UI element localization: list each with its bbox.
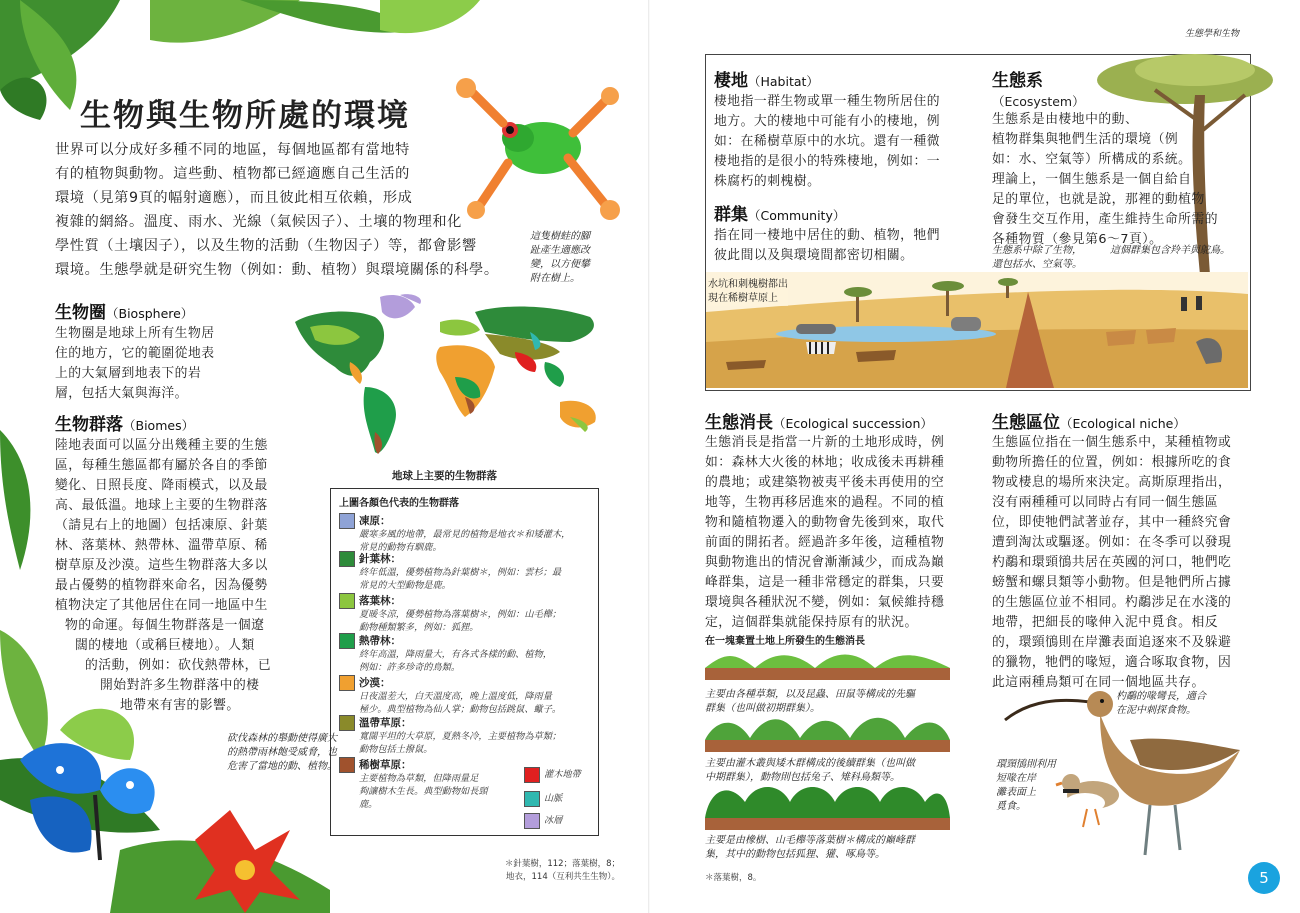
legend-swatch	[339, 593, 355, 609]
footnote-line: 地衣，114（互利共生生物）。	[506, 872, 620, 882]
text-line: 植物決定了其他居住在同一地區中生	[55, 598, 268, 613]
legend-title: 上圖各顏色代表的生物群落	[339, 498, 459, 509]
heading-en: （Biomes）	[123, 418, 195, 433]
text-line: 此這兩種鳥類可在同一個地區共存。	[992, 675, 1205, 690]
legend-item-tropical	[339, 633, 594, 674]
text-line: 沒有兩種種可以同時占有同一個生態區	[992, 495, 1219, 510]
legend-swatch	[339, 551, 355, 567]
caption-line: 危害了當地的動、植物。	[227, 761, 337, 772]
text-line: 地方。大的棲地中可能有小的棲地，例	[714, 114, 941, 129]
text-line: 的生態區位並不相同。杓鷸涉足在水淺的	[992, 595, 1232, 610]
succession-stage-pioneer	[705, 642, 950, 682]
ecosystem-text	[992, 110, 1242, 250]
legend-item-coniferous	[339, 551, 594, 592]
text-line: 足的單位，也就是說，那裡的動植物	[992, 192, 1205, 207]
text-line: 如：水、空氣等）所構成的系統。	[992, 152, 1192, 167]
heading-text: 生物圈	[55, 303, 106, 323]
savanna-caption	[708, 278, 788, 306]
text-line: 環境與各種狀況不變，例如：氣候維持穩	[705, 595, 945, 610]
text-line: 如：在稀樹草原中的水坑。還有一種微	[714, 134, 941, 149]
curlew-caption	[1116, 690, 1206, 718]
caption-line: 變，以方便攀	[530, 259, 590, 270]
text-line: 林、落葉林、熱帶林、溫帶草原、稀	[55, 538, 268, 553]
text-line: 最占優勢的植物群來命名，因為優勢	[55, 578, 268, 593]
caption-line: 這隻樹蛙的腳	[530, 231, 590, 242]
text-line: 的農地；或建築物被夷平後未再使用的空	[705, 475, 945, 490]
heading-en: （Ecological niche）	[1060, 416, 1186, 431]
text-line: 杓鷸和環頸鴴共居在英國的河口，牠們吃	[992, 555, 1232, 570]
heading-text: 生態區位	[992, 413, 1060, 433]
legend-desc: 主要植物為草類，但降雨量足	[359, 773, 479, 784]
text-line: 的，環頸鴴則在岸灘表面追逐來不及躲避	[992, 635, 1232, 650]
intro-line: 複雜的網絡。溫度、雨水、光線（氣候因子）、土壤的物理和化	[55, 214, 462, 230]
text-line: 各種物質（參見第6～7頁）。	[992, 232, 1163, 247]
text-line: 變化、日照長度、降雨模式，以及最	[55, 478, 268, 493]
niche-heading	[992, 408, 1186, 433]
text-line: 地等，生物再移居進來的過程。不同的植	[705, 495, 945, 510]
text-line: 峰群集，這是一種非常穩定的群集，只要	[705, 575, 945, 590]
legend-swatch	[339, 675, 355, 691]
text-line: 前面的開拓者。經過許多年後，這種植物	[705, 535, 945, 550]
heading-text: 生態消長	[705, 413, 773, 433]
biosphere-text	[55, 324, 295, 404]
text-line: 上的大氣層到地表下的岩	[55, 366, 202, 381]
community-heading	[714, 200, 845, 225]
caption-line: 現在稀樹草原上	[708, 293, 778, 304]
frog-caption	[530, 230, 610, 286]
legend-extra-label: 冰層	[544, 815, 563, 826]
text-line: 陸地表面可以區分出幾種主要的生態	[55, 438, 268, 453]
ecosystem-caption	[992, 244, 1112, 272]
legend-desc: 例如：許多珍奇的鳥類。	[359, 662, 461, 673]
text-line: 地帶來有害的影響。	[120, 698, 240, 713]
text-line: 樹草原及沙漠。這些生物群落大多以	[55, 558, 268, 573]
text-line: 開始對許多生物群落中的棲	[100, 678, 260, 693]
community-text	[714, 226, 974, 266]
caption-line: 杓鷸的喙彎長，適合	[1116, 691, 1206, 702]
text-line: 如：森林大火後的林地；收成後未再耕種	[705, 455, 945, 470]
text-line: 生態系是由棲地中的動、	[992, 112, 1139, 127]
succession-text	[705, 433, 980, 633]
legend-extra-label: 灌木地帶	[544, 769, 581, 780]
ecosystem-heading-en: （Ecosystem）	[992, 94, 1085, 109]
legend-name: 沙漠：	[359, 677, 391, 689]
caption-line: 主要是由橡樹、山毛櫸等落葉樹＊構成的巔峰群	[705, 835, 915, 846]
caption-line: 主要由灌木叢與矮木群構成的後續群集（也叫做	[705, 758, 915, 769]
legend-name: 針葉林：	[359, 553, 401, 565]
text-line: 生態消長是指當一片新的土地形成時，例	[705, 435, 945, 450]
legend-swatch	[339, 757, 355, 773]
text-line: 彼此間以及與環境間都密切相關。	[714, 248, 914, 263]
intro-line: 環境（見第9頁的幅射適應），而且彼此相互依賴，形成	[55, 190, 413, 206]
legend-desc: 夏暖冬涼，優勢植物為落葉樹＊，例如：山毛櫸；	[359, 609, 562, 620]
legend-item-savanna	[339, 757, 524, 811]
caption-line: 集，其中的動物包括狐狸、獾、啄鳥等。	[705, 849, 885, 860]
text-line: 棲地指的是很小的特殊棲地，例如：一	[714, 154, 941, 169]
legend-desc: 終年高溫，降雨量大，有各式各樣的動、植物，	[359, 649, 552, 660]
succession-heading	[705, 408, 933, 433]
legend-swatch-extra	[524, 767, 540, 783]
caption-line: 群集（也叫做初期群集）。	[705, 703, 820, 714]
footnote-line: ＊針葉樹，112；落葉樹，8；	[504, 859, 620, 869]
caption-line: 生態系中除了生物，	[992, 245, 1082, 256]
text-line: 的獵物，牠們的喙短，適合啄取食物，因	[992, 655, 1232, 670]
text-line: 理論上，一個生態系是一個自給自	[992, 172, 1192, 187]
caption-line: 主要由各種草類，以及昆蟲、田鼠等構成的先驅	[705, 689, 915, 700]
text-line: 定，這個群集就能保持原有的狀況。	[705, 615, 918, 630]
habitat-heading	[714, 66, 819, 91]
habitat-text	[714, 92, 974, 192]
intro-line: 學性質（土壤因子），以及生物的活動（生物因子）等，都會影響	[55, 238, 477, 254]
text-line: 會發生交互作用，產生維持生命所需的	[992, 212, 1219, 227]
intro-paragraph	[55, 138, 525, 282]
left-footnote	[430, 858, 620, 884]
text-line: （請見右上的地圖）包括凍原、針葉	[55, 518, 268, 533]
caption-line: 覓食。	[996, 801, 1026, 812]
legend-name: 溫帶草原：	[359, 717, 412, 729]
text-line: 闊的棲地（或稱巨棲地）。人類	[75, 638, 255, 653]
plover-caption	[996, 758, 1056, 814]
intro-line: 世界可以分成好多種不同的地區，每個地區都有當地特	[55, 142, 410, 158]
text-line: 物或棲息的場所來決定。高斯原理指出，	[992, 475, 1232, 490]
caption-line: 中期群集），動物則包括兔子、雉科鳥類等。	[705, 772, 900, 783]
text-line: 指在同一棲地中居住的動、植物，牠們	[714, 228, 941, 243]
legend-desc: 動物種類繁多，例如：狐狸。	[359, 622, 479, 633]
heading-text: 生物群落	[55, 415, 123, 435]
legend-swatch-extra	[524, 791, 540, 807]
succession-caption-seral	[705, 757, 955, 785]
intro-line: 有的植物與動物。這些動、植物都已經適應自己生活的	[55, 166, 410, 182]
legend-desc: 終年低溫，優勢植物為針葉樹＊，例如：雲杉；最	[359, 567, 562, 578]
heading-en: （Habitat）	[748, 74, 819, 89]
legend-desc: 常見的動物有馴鹿。	[359, 542, 442, 553]
legend-desc: 極少。典型植物為仙人掌；動物包括跳鼠、蠍子。	[359, 704, 562, 715]
heading-text: 棲地	[714, 71, 748, 91]
page-number: 5	[1248, 862, 1280, 894]
legend-desc: 常見的大型動物是鹿。	[359, 580, 451, 591]
text-line: 高、最低溫。地球上主要的生物群落	[55, 498, 268, 513]
legend-name: 稀樹草原：	[359, 759, 412, 771]
text-line: 區，每種生態區都有屬於各自的季節	[55, 458, 268, 473]
legend-swatch	[339, 513, 355, 529]
page-title: 生物與生物所處的環境	[80, 98, 410, 134]
heading-en: （Ecological succession）	[773, 416, 933, 431]
caption-line: 在泥中刺探食物。	[1116, 705, 1196, 716]
caption-line: 灘表面上	[996, 787, 1036, 798]
ringed-plover-illustration	[1055, 765, 1130, 830]
legend-item-temperate-grassland	[339, 715, 594, 756]
legend-extra-label: 山脈	[544, 793, 563, 804]
succession-caption-climax	[705, 834, 955, 862]
map-caption: 地球上主要的生物群落	[392, 470, 497, 482]
caption-line: 環頸鴴則利用	[996, 759, 1056, 770]
legend-desc: 日夜溫差大，白天溫度高，晚上溫度低，降雨量	[359, 691, 552, 702]
text-line: 株腐朽的刺槐樹。	[714, 174, 821, 189]
text-line: 物的命運。每個生物群落是一個遼	[65, 618, 265, 633]
text-line: 與動物進出的情況會漸漸減少，而成為巔	[705, 555, 945, 570]
legend-desc: 夠讓樹木生長。典型動物如長頸	[359, 786, 488, 797]
legend-item-tundra	[339, 513, 594, 554]
heading-text: 群集	[714, 205, 748, 225]
text-line: 棲地指一群生物或單一種生物所居住的	[714, 94, 941, 109]
running-head: 生態學和生物	[1185, 29, 1240, 39]
forest-caption	[197, 732, 337, 774]
text-line: 物和隨植物遷入的動物會先後到來，取代	[705, 515, 945, 530]
jungle-bottom-illustration	[0, 430, 330, 913]
legend-item-desert	[339, 675, 594, 716]
legend-name: 熱帶林：	[359, 635, 401, 647]
legend-swatch	[339, 715, 355, 731]
caption-line: 水坑和刺槐樹都出	[708, 279, 788, 290]
succession-stage-climax	[705, 782, 950, 832]
biome-legend	[330, 488, 599, 836]
text-line: 層，包括大氣與海洋。	[55, 386, 188, 401]
legend-desc: 鹿。	[359, 799, 378, 810]
text-line: 螃蟹和螺貝類等小動物。但是牠們所占據	[992, 575, 1232, 590]
text-line: 位，即使牠們試著並存，其中一種終究會	[992, 515, 1232, 530]
heading-en: （Community）	[748, 208, 846, 223]
caption-line: 趾產生適應改	[530, 245, 590, 256]
text-line: 植物群集與牠們生活的環境（例	[992, 132, 1179, 147]
caption-line: 的熱帶雨林飽受威脅，也	[227, 747, 337, 758]
text-line: 的活動，例如：砍伐熱帶林，已	[85, 658, 272, 673]
biosphere-heading	[55, 298, 193, 323]
legend-desc: 嚴寒多風的地帶，最常見的植物是地衣＊和矮灌木，	[359, 529, 571, 540]
legend-swatch-extra	[524, 813, 540, 829]
niche-text	[992, 433, 1272, 693]
world-biome-map	[290, 292, 630, 462]
text-line: 動物所擔任的位置，例如：根據所吃的食	[992, 455, 1232, 470]
text-line: 生態區位指在一個生態系中，某種植物或	[992, 435, 1232, 450]
text-line: 遭到淘汰或驅逐。例如：在冬季可以發現	[992, 535, 1232, 550]
caption-line: 附在樹上。	[530, 273, 580, 284]
legend-desc: 寬闊平坦的大草原，夏熱冬冷，主要植物為草類；	[359, 731, 562, 742]
succession-diagram-title: 在一塊棄置土地上所發生的生態消長	[705, 636, 865, 647]
legend-item-deciduous	[339, 593, 594, 634]
text-line: 地帶，把細長的喙伸入泥中覓食。相反	[992, 615, 1219, 630]
legend-desc: 動物包括土撥鼠。	[359, 744, 433, 755]
succession-stage-seral	[705, 710, 950, 755]
caption-line: 短喙在岸	[996, 773, 1036, 784]
legend-name: 落葉林：	[359, 595, 401, 607]
heading-en: （Biosphere）	[106, 306, 194, 321]
text-line: 住的地方，它的範圍從地表	[55, 346, 215, 361]
caption-line: 砍伐森林的舉動使得廣大	[227, 733, 337, 744]
right-footnote: ＊落葉樹，8。	[705, 873, 762, 883]
ecosystem-heading: 生態系	[992, 71, 1043, 91]
legend-name: 凍原：	[359, 515, 391, 527]
text-line: 生物圈是地球上所有生物居	[55, 326, 215, 341]
caption-line: 還包括水、空氣等。	[992, 259, 1082, 270]
legend-swatch	[339, 633, 355, 649]
right-page	[650, 0, 1300, 913]
community-caption: 這個群集包含羚羊與鴕鳥。	[1110, 245, 1230, 256]
intro-line: 環境。生態學就是研究生物（例如：動、植物）與環境關係的科學。	[55, 262, 499, 278]
